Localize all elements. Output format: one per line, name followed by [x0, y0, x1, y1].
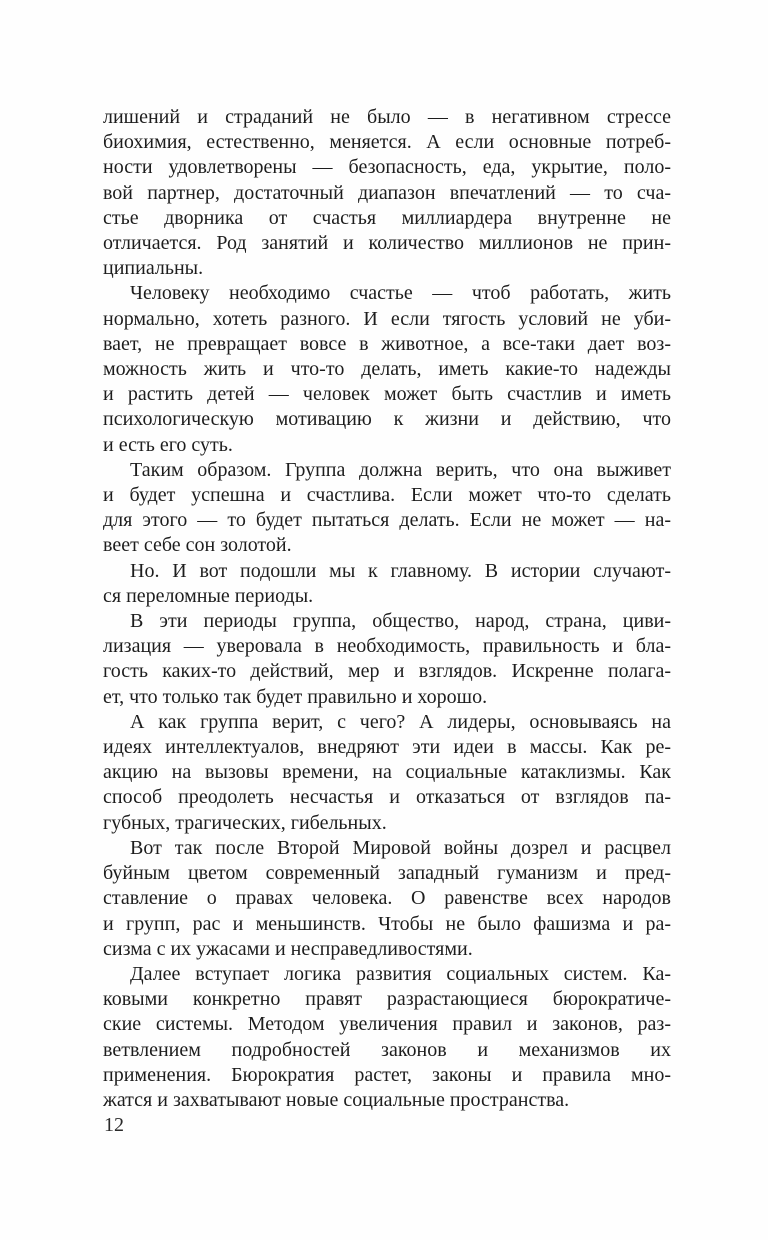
text-line: лишений и страданий не было — в негативном стрессе: [103, 106, 671, 128]
text-line: Человеку необходимо счастье — чтоб работать, жить: [130, 282, 671, 305]
text-line: и групп, рас и меньшинств. Чтобы не было фашизма и ра-: [103, 912, 671, 935]
text-block: [103, 105, 671, 1113]
paragraph: [103, 609, 671, 710]
text-line: ет, что только так будет правильно и хорошо.: [103, 685, 488, 708]
text-line: буйным цветом современный западный гуманизм и пред-: [103, 862, 671, 885]
text-line: Вот так после Второй Мировой войны дозрел и расцвел: [130, 836, 671, 859]
text-line: для этого — то будет пытаться делать. Если не может — на-: [103, 509, 671, 532]
text-line: жатся и захватывают новые социальные пространства.: [103, 1088, 570, 1111]
text-line: ся переломные периоды.: [103, 584, 314, 607]
text-line: В эти периоды группа, общество, народ, страна, циви-: [130, 610, 671, 633]
text-line: способ преодолеть несчастья и отказаться от взглядов па-: [103, 786, 671, 809]
text-line: биохимия, естественно, меняется. А если основные потреб-: [103, 131, 671, 154]
text-line: губных, трагических, гибельных.: [103, 811, 387, 834]
text-line: А как группа верит, с чего? А лидеры, основываясь на: [130, 710, 671, 733]
text-line: Но. И вот подошли мы к главному. В истории случают-: [130, 559, 671, 582]
paragraph: [103, 458, 671, 559]
paragraph: [103, 710, 671, 836]
text-line: акцию на вызовы времени, на социальные катаклизмы. Как: [103, 761, 671, 784]
text-line: стье дворника от счастья миллиардера внутренне не: [103, 206, 671, 229]
paragraph: [103, 559, 671, 609]
text-line: лизация — уверовала в необходимость, правильность и бла-: [103, 635, 671, 658]
paragraph: [103, 836, 671, 962]
paragraph: [103, 281, 671, 457]
paragraph: [103, 105, 671, 281]
text-line: идеях интеллектуалов, внедряют эти идеи в массы. Как ре-: [103, 736, 671, 759]
text-line: Таким образом. Группа должна верить, что она выживет: [130, 458, 671, 481]
text-line: ципиальны.: [103, 257, 204, 280]
text-line: нормально, хотеть разного. И если тягость условий не уби-: [103, 307, 671, 330]
text-line: и растить детей — человек может быть счастлив и иметь: [103, 383, 671, 406]
text-line: вой партнер, достаточный диапазон впечатлений — то сча-: [103, 181, 671, 204]
text-line: сизма с их ужасами и несправедливостями.: [103, 937, 473, 960]
text-line: ставление о правах человека. О равенстве всех народов: [103, 887, 671, 910]
text-line: ветвлением подробностей законов и механизмов их: [103, 1038, 671, 1061]
text-line: можность жить и что-то делать, иметь какие-то надежды: [103, 358, 671, 381]
text-line: ские системы. Методом увеличения правил и законов, раз-: [103, 1013, 671, 1036]
page-number: 12: [104, 1114, 124, 1136]
text-line: веет себе сон золотой.: [103, 534, 292, 557]
text-line: и будет успешна и счастлива. Если может что-то сделать: [103, 484, 671, 507]
text-line: вает, не превращает вовсе в животное, а все-таки дает воз-: [103, 332, 671, 355]
text-line: ковыми конкретно правят разрастающиеся бюрократиче-: [103, 988, 671, 1011]
paragraph: [103, 962, 671, 1113]
text-line: психологическую мотивацию к жизни и действию, что: [103, 408, 671, 431]
text-line: ности удовлетворены — безопасность, еда, укрытие, поло-: [103, 156, 671, 179]
text-line: и есть его суть.: [103, 433, 233, 456]
text-line: гость каких-то действий, мер и взглядов. Искренне полага-: [103, 660, 671, 683]
text-line: применения. Бюрократия растет, законы и правила мно-: [103, 1063, 671, 1086]
text-line: Далее вступает логика развития социальных систем. Ка-: [130, 962, 671, 985]
text-line: отличается. Род занятий и количество миллионов не прин-: [103, 232, 671, 255]
